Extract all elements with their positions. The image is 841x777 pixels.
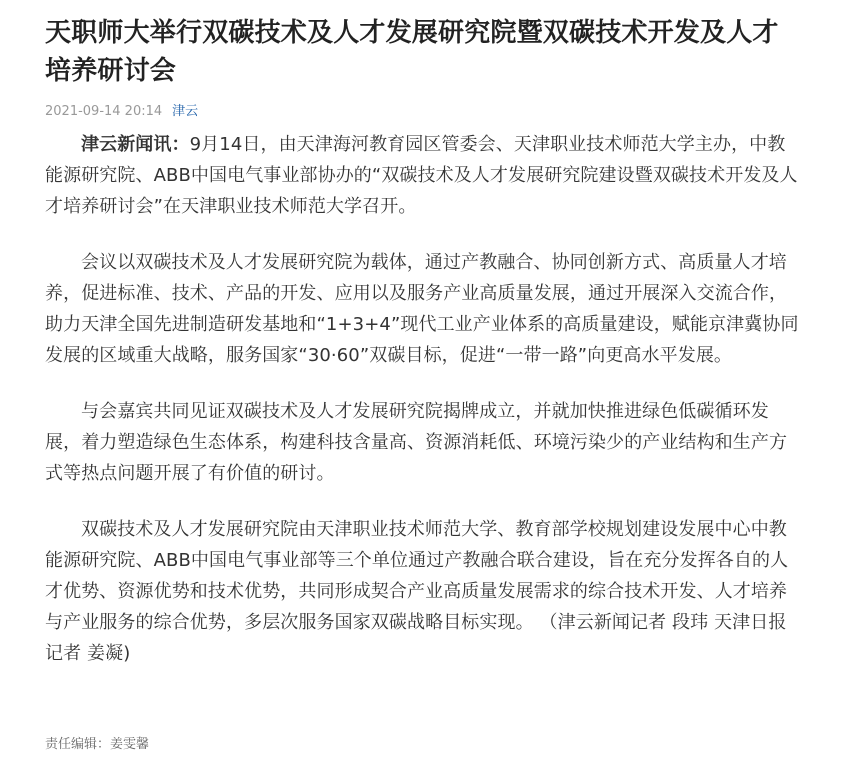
article-meta [45, 103, 801, 121]
responsible-editor: 责任编辑：姜雯馨 [45, 737, 150, 752]
article-title: 天职师大举行双碳技术及人才发展研究院暨双碳技术开发及人才培养研讨会 [45, 18, 779, 86]
article-body [45, 129, 801, 669]
publish-date: 2021-09-14 20:14 [45, 104, 163, 119]
paragraph-4: 双碳技术及人才发展研究院由天津职业技术师范大学、教育部学校规划建设发展中心中教能源研究院、ABB中国电气事业部等三个单位通过产教融合联合建设，旨在充分发挥各自的人才优势、资源优势和技术优势，共同形成契合产业高质量发展需求的综合技术开发、人才培养与产业服务的综合优势，多层次服务国家双碳战略目标实现。 （津云新闻记者 段玮 天津日报记者 姜凝) [45, 519, 789, 664]
paragraph-3: 与会嘉宾共同见证双碳技术及人才发展研究院揭牌成立，并就加快推进绿色低碳循环发展，着力塑造绿色生态体系，构建科技含量高、资源消耗低、环境污染少的产业结构和生产方式等热点问题开展了有价值的研讨。 [45, 401, 788, 484]
paragraph-1-text: 9月14日，由天津海河教育园区管委会、天津职业技术师范大学主办，中教能源研究院、ABB中国电气事业部协办的“双碳技术及人才发展研究院建设暨双碳技术开发及人才培养研讨会”在天津职业技术师范大学召开。 [45, 134, 798, 217]
source-link[interactable]: 津云 [172, 104, 199, 119]
paragraph-2: 会议以双碳技术及人才发展研究院为载体，通过产教融合、协同创新方式、高质量人才培养，促进标准、技术、产品的开发、应用以及服务产业高质量发展，通过开展深入交流合作，助力天津全国先进制造研发基地和“1+3+4”现代工业产业体系的高质量建设，赋能京津冀协同发展的区域重大战略，服务国家“30·60”双碳目标，促进“一带一路”向更高水平发展。 [45, 252, 799, 366]
lead-label: 津云新闻讯： [81, 134, 190, 155]
paragraph-1 [45, 129, 801, 222]
